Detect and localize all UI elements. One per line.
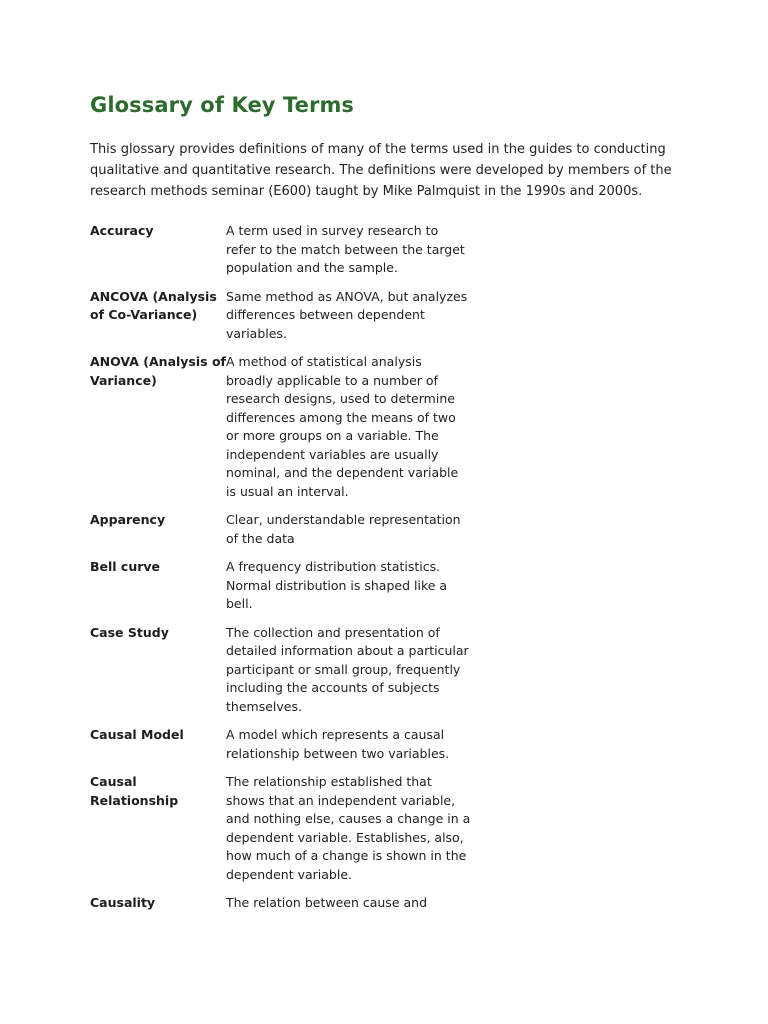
glossary-entry [90, 773, 480, 884]
glossary-term: ANOVA (Analysis of Variance) [90, 354, 226, 388]
glossary-term: Causal Relationship [90, 774, 179, 808]
glossary-entry [90, 894, 480, 913]
glossary-definition: The relationship established that shows that an independent variable, and nothing else, causes a change in a dependent variable. Establishes, also, how much of a change is shown in the dependent variable. [226, 774, 471, 882]
page-title: Glossary of Key Terms [90, 93, 355, 117]
glossary-definition: A method of statistical analysis broadly applicable to a number of research designs, used to determine differences among the means of two or more groups on a variable. The independent variables are usually nominal, and the dependent variable is usual an interval. [226, 354, 459, 499]
glossary-term: Bell curve [90, 559, 161, 574]
glossary-definition: A frequency distribution statistics. Normal distribution is shaped like a bell. [226, 559, 448, 611]
glossary-entry [90, 624, 480, 717]
glossary-entry [90, 558, 480, 614]
glossary-term: Apparency [90, 512, 166, 527]
glossary-entry [90, 353, 480, 501]
glossary-definition: A term used in survey research to refer to the match between the target population and the sample. [226, 223, 465, 275]
glossary-term: ANCOVA (Analysis of Co-Variance) [90, 288, 217, 322]
document-page [90, 90, 690, 923]
glossary-definition: The relation between cause and [226, 895, 428, 910]
glossary-definition: A model which represents a causal relationship between two variables. [226, 727, 450, 761]
glossary-term: Accuracy [90, 223, 154, 238]
glossary-term: Causal Model [90, 727, 184, 742]
glossary-definition: The collection and presentation of detailed information about a particular participant or small group, frequently including the accounts of subjects themselves. [226, 624, 469, 714]
glossary-entry [90, 222, 480, 278]
glossary-entry [90, 288, 480, 344]
glossary-definition: Clear, understandable representation of the data [226, 512, 461, 546]
glossary-term: Causality [90, 895, 156, 910]
glossary-entry [90, 511, 480, 548]
glossary-term: Case Study [90, 624, 169, 640]
glossary-entry [90, 726, 480, 763]
intro-paragraph: This glossary provides definitions of many of the terms used in the guides to conducting qualitative and quantitative research. The definitions were developed by members of the research methods seminar (E600) taught by Mike Palmquist in the 1990s and 2000s. [90, 142, 672, 199]
glossary-list [90, 222, 480, 913]
glossary-definition: Same method as ANOVA, but analyzes differences between dependent variables. [226, 288, 468, 341]
